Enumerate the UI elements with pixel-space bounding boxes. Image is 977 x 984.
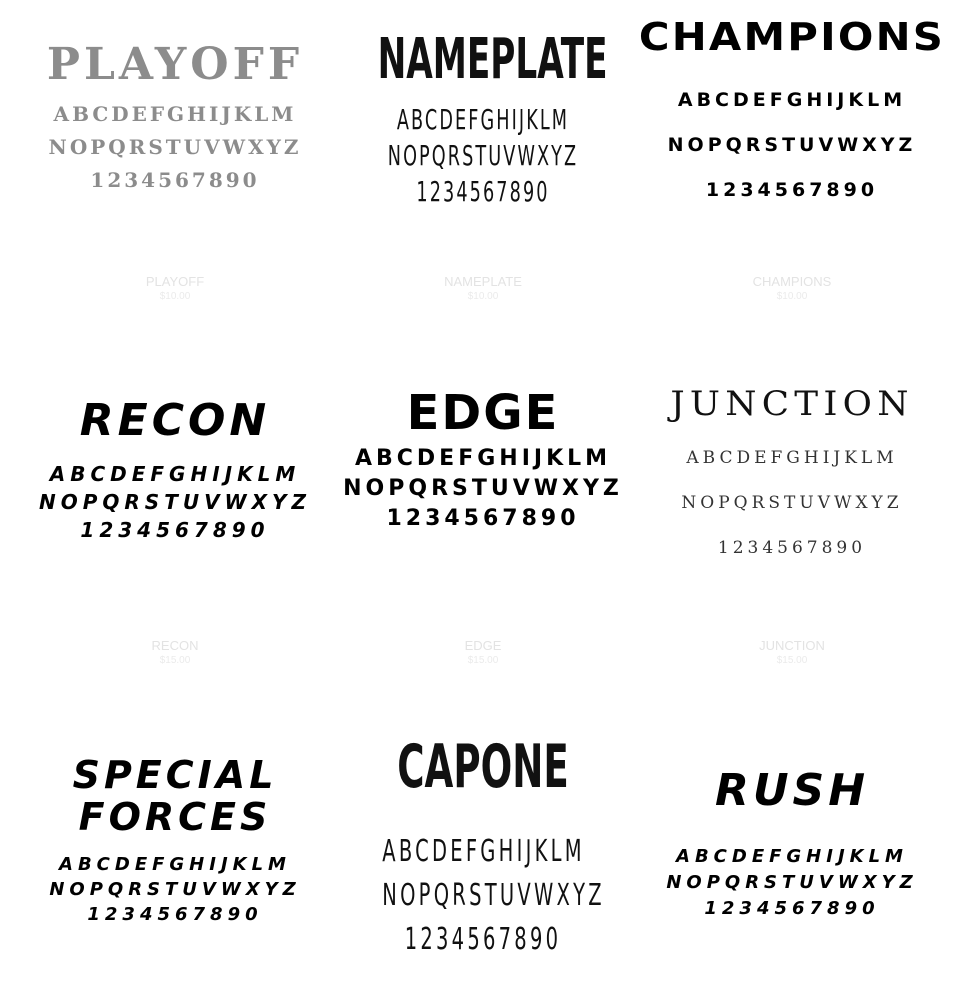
font-sample-uppercase-a-m: ABCDEFGHIJKLM [53,102,297,126]
font-sample-uppercase-a-m: ABCDEFGHIJKLM [354,446,612,471]
font-sample-numbers: 1234567890 [416,175,550,208]
font-sample-capone[interactable] [328,0,638,962]
font-sample-numbers: 1234567890 [404,922,562,957]
font-sample-uppercase-a-m: ABCDEFGHIJKLM [59,854,291,875]
font-sample-title: JUNCTION [670,384,914,424]
font-sample-numbers: 1234567890 [87,904,263,925]
font-product-name[interactable]: NAMEPLATE [444,274,522,289]
font-sample-uppercase-a-m: ABCDEFGHIJKLM [686,448,898,468]
font-sample-uppercase-a-m: ABCDEFGHIJKLM [396,103,570,136]
font-sample-uppercase-a-m: ABCDEFGHIJKLM [677,89,907,111]
font-product-name[interactable]: CHAMPIONS [752,274,832,289]
font-sample-uppercase-a-m: ABCDEFGHIJKLM [676,846,908,867]
font-sample-title: RUSH [714,765,870,816]
font-product-name[interactable]: PLAYOFF [145,274,205,289]
font-sample-title: EDGE [406,385,560,441]
font-sample-uppercase-n-z: NOPQRSTUVWXYZ [382,878,605,913]
font-product-price: $10.00 [467,291,499,302]
font-sample-numbers: 1234567890 [704,898,880,919]
font-product-price: $10.00 [776,291,808,302]
font-sample-title: CHAMPIONS [638,15,946,59]
font-sample-uppercase-n-z: NOPQRSTUVWXYZ [667,134,917,156]
font-product-price: $15.00 [159,655,191,666]
font-sample-uppercase-n-z: NOPQRSTUVWXYZ [387,139,579,172]
font-product-name[interactable]: RECON [151,638,199,653]
font-sample-uppercase-n-z: NOPQRSTUVWXYZ [681,493,903,513]
font-sample-rush[interactable] [637,0,947,922]
font-sample-numbers: 1234567890 [717,538,867,558]
font-sample-uppercase-n-z: NOPQRSTUVWXYZ [48,135,302,159]
font-sample-title: CAPONE [397,732,569,802]
font-sample-uppercase-a-m: ABCDEFGHIJKLM [382,834,585,869]
font-sample-uppercase-n-z: NOPQRSTUVWXYZ [343,476,623,501]
font-sample-title: PLAYOFF [46,39,304,90]
font-sample-numbers: 1234567890 [90,168,260,192]
font-product-price: $15.00 [776,655,808,666]
font-sample-uppercase-n-z: NOPQRSTUVWXYZ [49,879,301,900]
font-sample-title: SPECIAL [72,753,278,797]
font-product-price: $15.00 [467,655,499,666]
font-product-name[interactable]: JUNCTION [759,638,825,653]
font-sample-uppercase-n-z: NOPQRSTUVWXYZ [666,872,918,893]
font-sample-title-line-2: FORCES [78,795,272,839]
font-product-name[interactable]: EDGE [464,638,502,653]
font-sample-numbers: 1234567890 [80,518,270,542]
font-sample-numbers: 1234567890 [705,179,879,201]
font-sample-uppercase-a-m: ABCDEFGHIJKLM [49,462,301,486]
font-sample-uppercase-n-z: NOPQRSTUVWXYZ [38,490,312,514]
font-sample-title: RECON [79,395,271,446]
font-sample-numbers: 1234567890 [386,506,580,531]
font-sample-special-forces[interactable] [20,0,330,927]
font-product-price: $10.00 [159,291,191,302]
font-sample-title: NAMEPLATE [377,27,608,92]
